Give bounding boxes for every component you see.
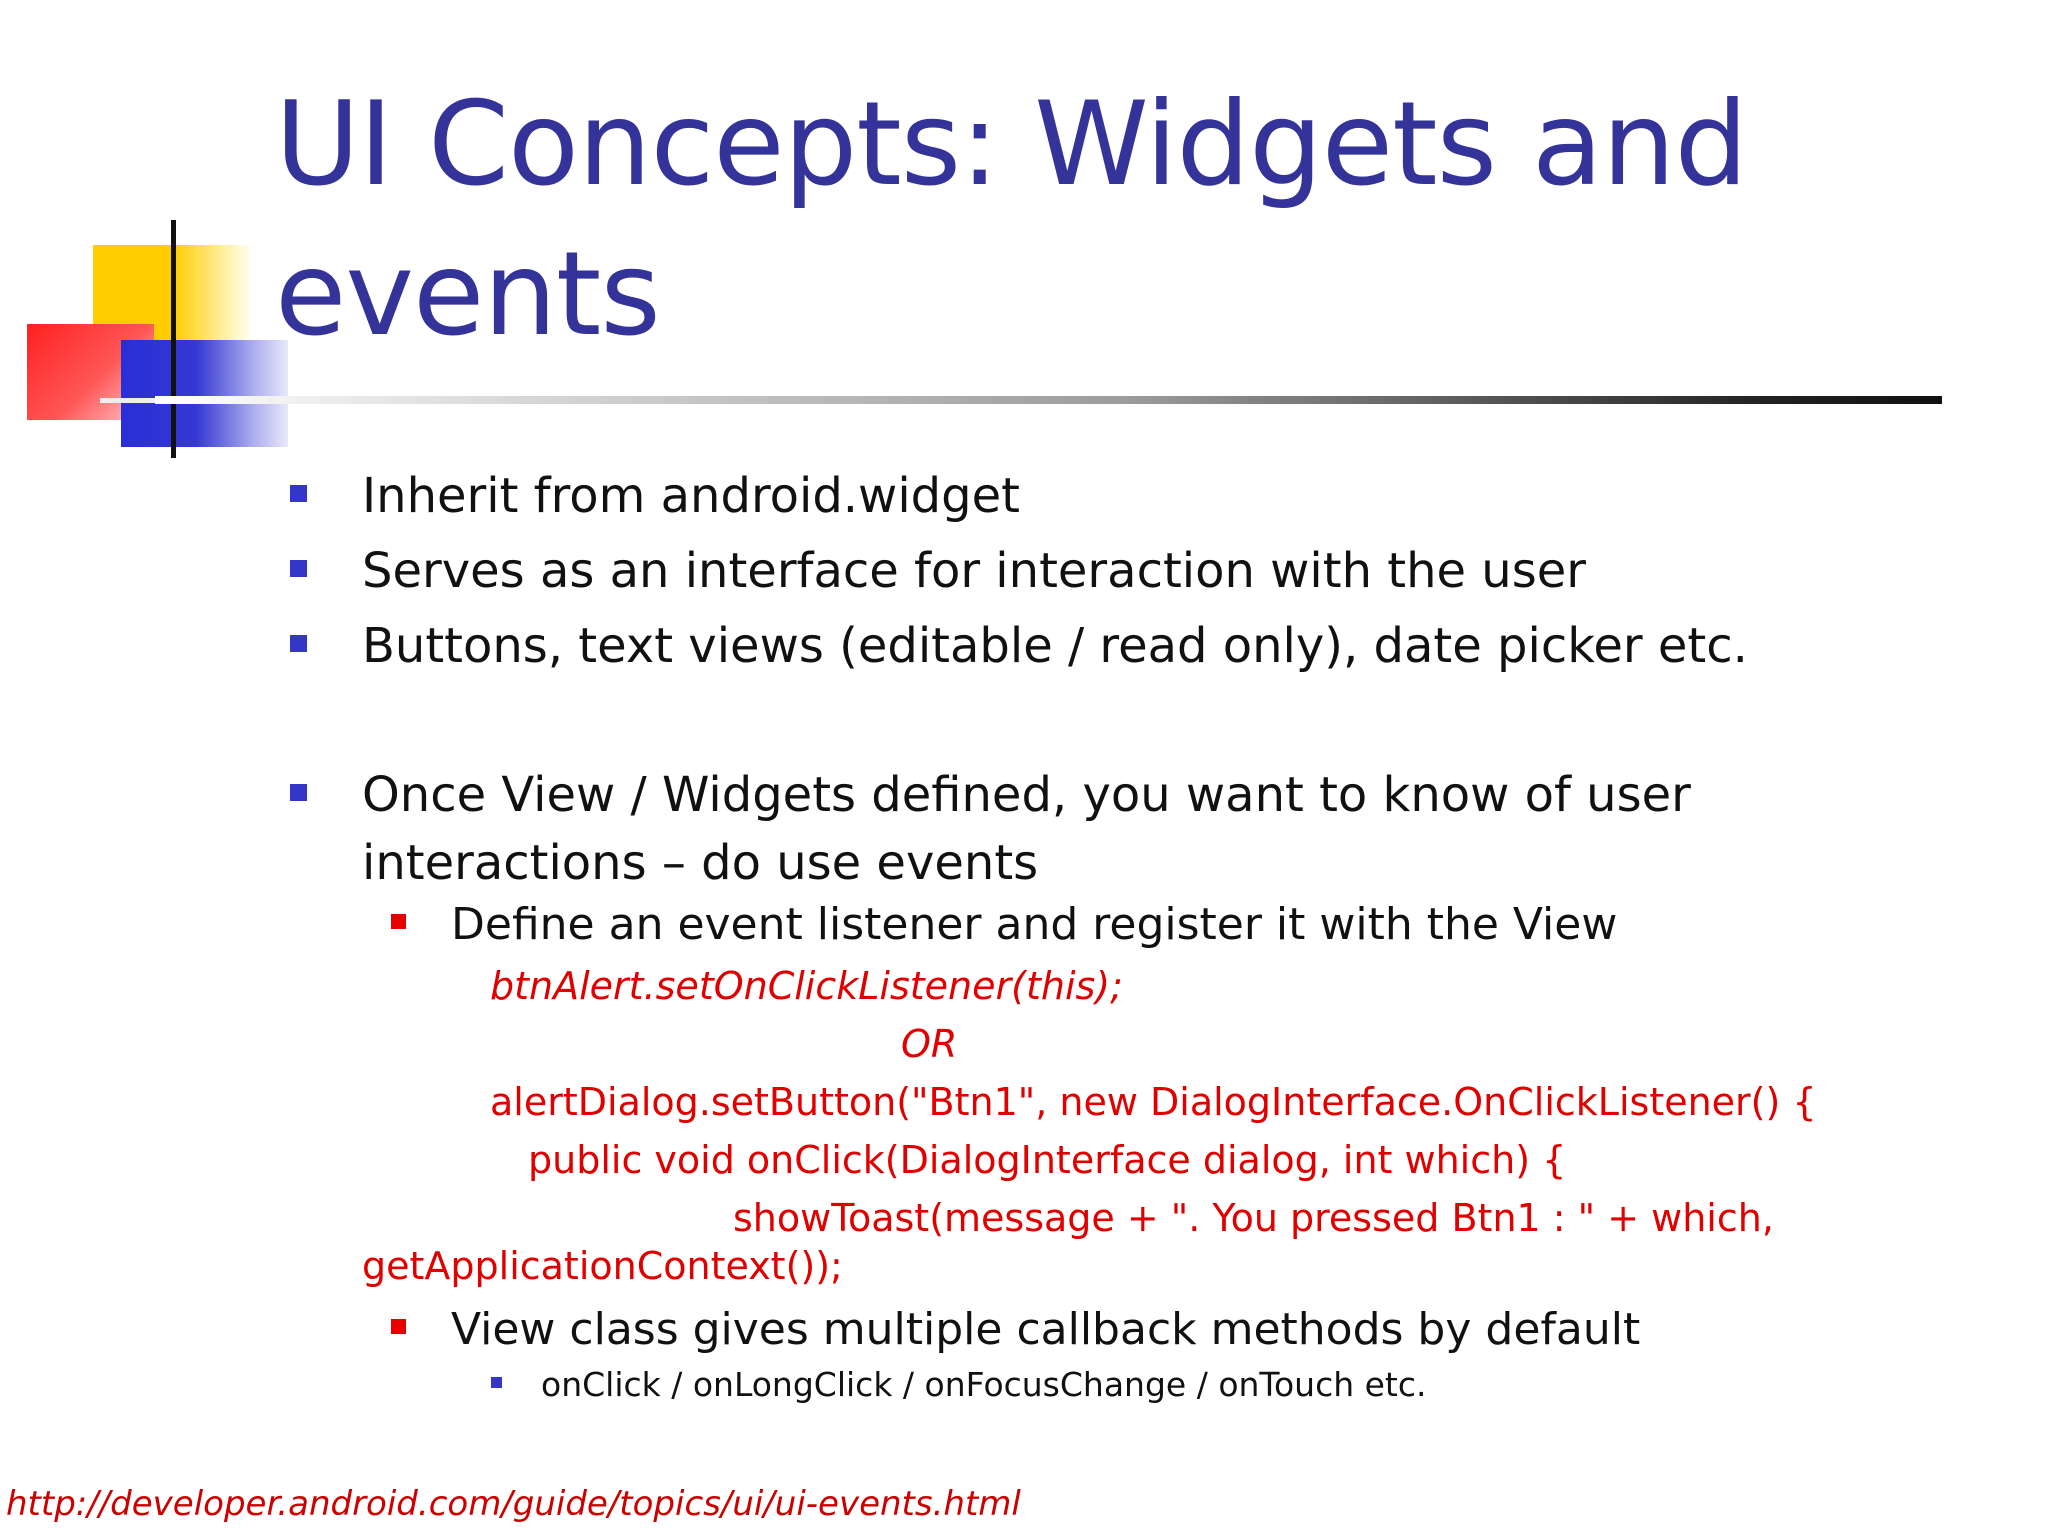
bullet-square-icon bbox=[391, 914, 406, 929]
code-line: OR bbox=[901, 1022, 958, 1066]
bullet-item bbox=[362, 462, 1962, 530]
bullet-item bbox=[362, 612, 1962, 680]
slide-title: UI Concepts: Widgets and events bbox=[275, 77, 1748, 362]
bullet-text: Buttons, text views (editable / read only), date picker etc. bbox=[362, 618, 1748, 674]
sub-bullet-item bbox=[451, 1299, 1951, 1361]
sub-bullet-item bbox=[451, 894, 1951, 956]
bullet-square-icon bbox=[290, 784, 307, 801]
source-link[interactable]: http://developer.android.com/guide/topics/ui/ui-events.html bbox=[6, 1484, 1021, 1524]
sub-sub-bullet-item bbox=[541, 1361, 1841, 1409]
bullet-square-icon bbox=[290, 560, 307, 577]
bullet-square-icon bbox=[491, 1377, 502, 1388]
code-line: getApplicationContext()); bbox=[362, 1244, 843, 1288]
bullet-text: Inherit from android.widget bbox=[362, 468, 1020, 524]
bullet-text: Serves as an interface for interaction with the user bbox=[362, 543, 1586, 599]
code-line: alertDialog.setButton("Btn1", new DialogInterface.OnClickListener() { bbox=[490, 1080, 1817, 1124]
bullet-square-icon bbox=[290, 635, 307, 652]
bullet-item bbox=[362, 537, 1962, 605]
sub-sub-bullet-text: onClick / onLongClick / onFocusChange / onTouch etc. bbox=[541, 1365, 1427, 1404]
bullet-square-icon bbox=[290, 485, 307, 502]
code-line: btnAlert.setOnClickListener(this); bbox=[490, 964, 1123, 1008]
sub-bullet-text: Define an event listener and register it with the View bbox=[451, 899, 1618, 950]
bullet-square-icon bbox=[391, 1319, 406, 1334]
code-line: public void onClick(DialogInterface dialog, int which) { bbox=[528, 1138, 1567, 1182]
bullet-text: Once View / Widgets defined, you want to know of user interactions – do use events bbox=[362, 767, 1691, 891]
code-line: showToast(message + ". You pressed Btn1 : " + which, bbox=[733, 1196, 1774, 1240]
sub-bullet-text: View class gives multiple callback methods by default bbox=[451, 1304, 1641, 1355]
bullet-item bbox=[362, 761, 1962, 897]
